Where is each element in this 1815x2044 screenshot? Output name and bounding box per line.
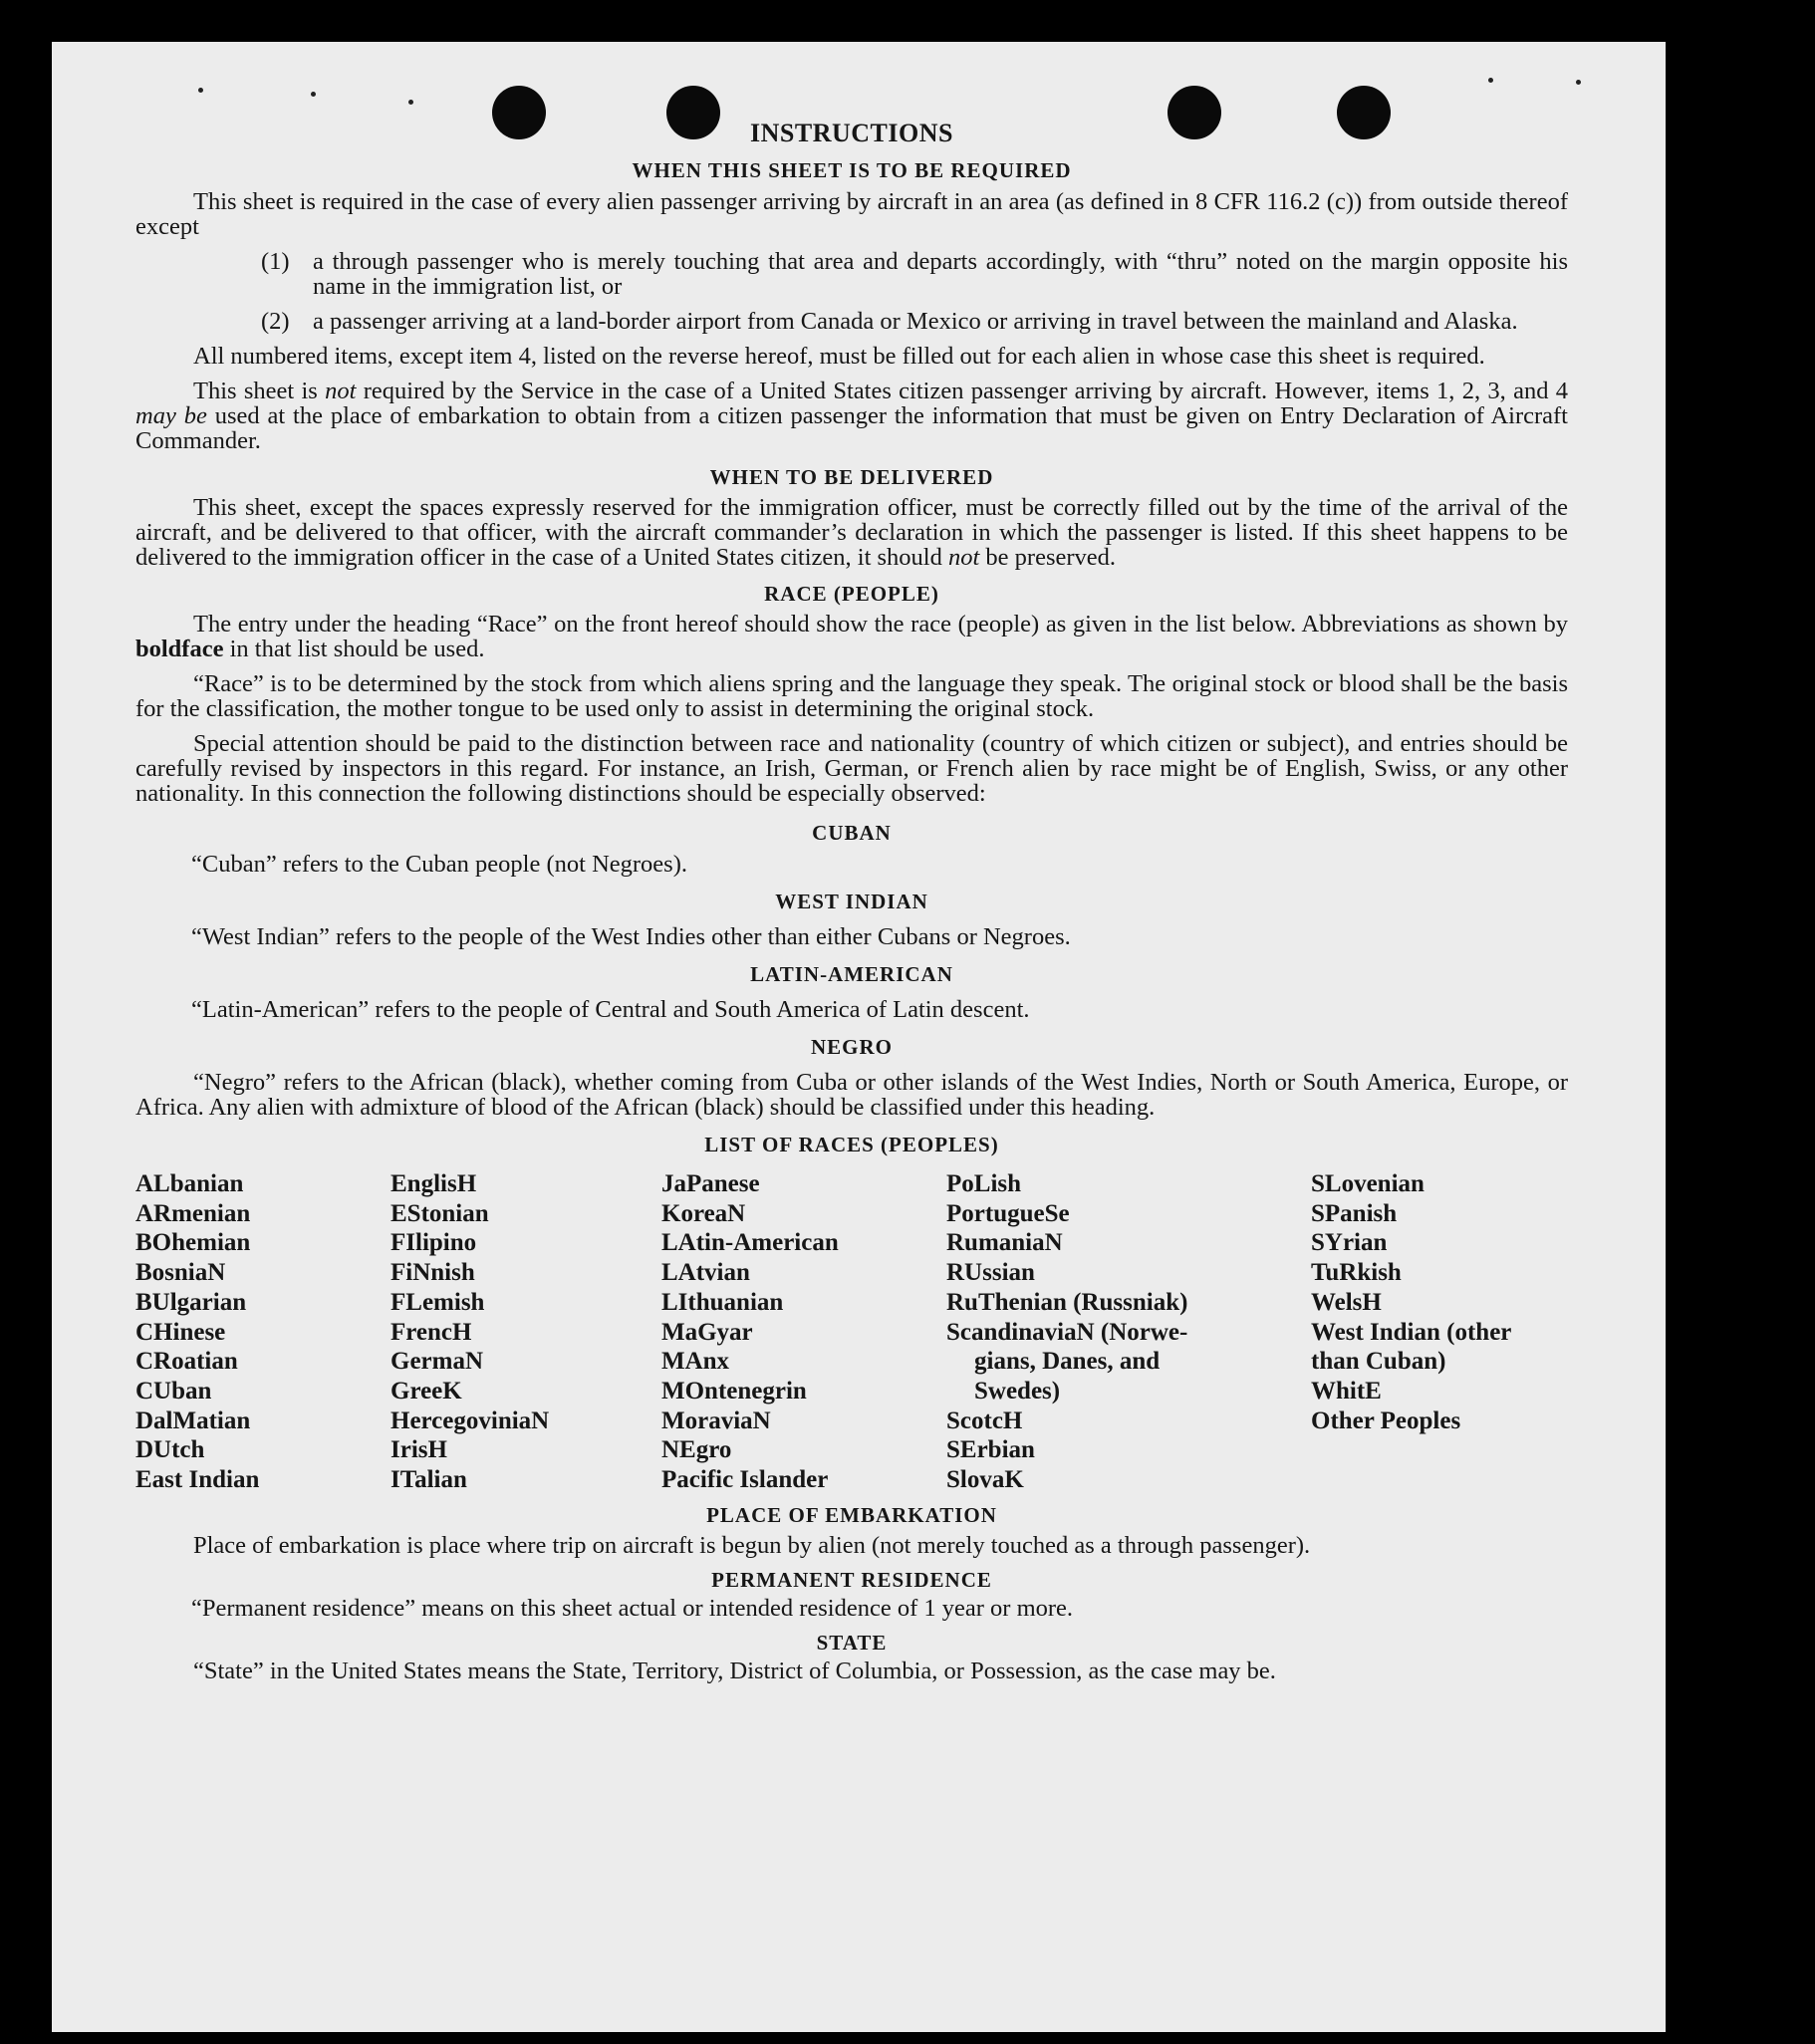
race-entry: BosniaN [135,1259,226,1287]
race-entry: KoreaN [661,1199,746,1227]
heading-cuban: CUBAN [812,821,892,845]
heading-place-of-embarkation: PLACE OF EMBARKATION [706,1502,997,1527]
item-number: (1) [261,248,290,275]
paragraph-required-intro: This sheet is required in the case of every alien passenger arriving by aircraft in an area (as defined in 8 CFR 116.2 (c)) from outside thereof except [135,188,1568,240]
race-entry: CUban [135,1377,212,1405]
text-run: The entry under the heading “Race” on the front hereof should show the race (people) as given in the list below. Abbreviations as shown by [193,611,1568,638]
race-entry: GreeK [390,1377,462,1405]
race-entry: ScotcH [946,1406,1023,1434]
race-entry: WelsH [1311,1288,1382,1316]
speck [408,100,413,105]
text-run: required by the Service in the case of a United States citizen passenger arriving by aircraft. However, items 1, 2, 3, and 4 [356,378,1568,404]
page-title: INSTRUCTIONS [750,119,953,147]
emphasis-may-be: may be [135,402,207,429]
race-entry: MoraviaN [661,1406,771,1434]
race-entry: GermaN [390,1348,484,1376]
race-entry: SErbian [946,1436,1035,1464]
definition-embarkation: Place of embarkation is place where trip on aircraft is begun by alien (not merely touched as a through passenger). [193,1531,1311,1559]
text-run: used at the place of embarkation to obtain from a citizen passenger the information that must be given on Entry Declaration of Aircraft Commander. [135,402,1568,454]
heading-list-of-races: LIST OF RACES (PEOPLES) [704,1133,999,1156]
paragraph-race-entry [135,612,1568,661]
exception-item-1 [261,249,1568,299]
race-entry: DalMatian [135,1406,251,1434]
definition-latin-american: “Latin-American” refers to the people of Central and South America of Latin descent. [191,996,1030,1023]
speck [311,92,316,97]
definition-cuban: “Cuban” refers to the Cuban people (not Negroes). [191,851,687,878]
race-entry: TuRkish [1311,1259,1402,1287]
race-entry: MOntenegrin [661,1377,807,1405]
race-entry: ALbanian [135,1170,244,1197]
paragraph-numbered-items: All numbered items, except item 4, listed on the reverse hereof, must be filled out for each alien in whose case this sheet is required. [193,343,1485,370]
race-entry: BUlgarian [135,1288,247,1316]
heading-state: STATE [816,1630,888,1655]
race-entry: EnglisH [390,1170,477,1197]
paragraph-race-stock: “Race” is to be determined by the stock from which aliens spring and the language they speak. The original stock or blood shall be the basis for the classification, the mother tongue to be used only to assist in determining the original stock. [135,670,1568,722]
speck [1488,78,1493,83]
races-column-2 [390,1169,661,1495]
race-entry: RUssian [946,1259,1035,1287]
emphasis-boldface: boldface [135,636,224,662]
paragraph-race-nationality: Special attention should be paid to the distinction between race and nationality (country of which citizen or subject), and entries should be carefully revised by inspectors in this regard. For instance, an Irish, German, or French alien by race might be of English, Swiss, or any other nationality. In this connection the following distinctions should be especially observed: [135,730,1568,807]
race-entry: LIthuanian [661,1288,784,1316]
race-entry: LAtin-American [661,1229,839,1257]
race-entry: PoLish [946,1170,1022,1197]
race-entry-continued: than Cuban) [1311,1348,1446,1376]
race-entry: PortugueSe [946,1199,1070,1227]
document-page [52,42,1666,2032]
race-entry: SlovaK [946,1466,1024,1494]
race-entry: SLovenian [1311,1170,1425,1197]
races-column-1 [135,1169,390,1495]
race-entry: WhitE [1311,1377,1382,1405]
race-entry: CRoatian [135,1348,238,1376]
race-entry-continued: Swedes) [974,1377,1061,1405]
race-entry-other-peoples: Other Peoples [1311,1406,1461,1434]
section-heading-delivered: WHEN TO BE DELIVERED [709,465,994,489]
race-entry: East Indian [135,1466,260,1494]
race-entry: FiNnish [390,1259,475,1287]
exception-item-2 [261,309,1568,334]
races-table [135,1169,1568,1495]
speck [1576,80,1581,85]
text-run: in that list should be used. [223,636,485,662]
definition-negro: “Negro” refers to the African (black), whether coming from Cuba or other islands of the West Indies, North or South America, Europe, or Africa. Any alien with admixture of blood of the African (black) should be classified under this heading. [135,1069,1568,1121]
heading-west-indian: WEST INDIAN [775,890,928,913]
race-entry: MaGyar [661,1318,753,1346]
race-entry: Pacific Islander [661,1466,829,1494]
definition-state: “State” in the United States means the State, Territory, District of Columbia, or Possession, as the case may be. [193,1657,1276,1684]
speck [198,88,203,93]
instructions-content [135,114,1568,1683]
race-entry: SPanish [1311,1199,1398,1227]
section-heading-race: RACE (PEOPLE) [764,582,939,606]
race-entry: RuThenian (Russniak) [946,1288,1188,1316]
race-entry: MAnx [661,1348,730,1376]
race-entry: NEgro [661,1436,732,1464]
heading-latin-american: LATIN-AMERICAN [750,962,953,986]
race-entry: FLemish [390,1288,485,1316]
race-entry: JaPanese [661,1170,760,1197]
race-entry: BOhemian [135,1229,251,1257]
race-entry: SYrian [1311,1229,1388,1257]
paragraph-delivered [135,495,1568,570]
heading-permanent-residence: PERMANENT RESIDENCE [711,1567,992,1592]
race-entry-continued: gians, Danes, and [974,1348,1161,1376]
race-entry: ScandinaviaN (Norwe- [946,1318,1188,1346]
text-run: be preserved. [979,544,1117,571]
text-run: This sheet is [193,378,326,404]
race-entry: HercegoviniaN [390,1406,550,1434]
races-column-4 [946,1169,1311,1495]
emphasis-not: not [325,378,357,404]
item-text: a passenger arriving at a land-border airport from Canada or Mexico or arriving in travel between the mainland and Alaska. [313,308,1518,335]
emphasis-not: not [947,544,980,571]
race-entry: West Indian (other [1311,1318,1512,1346]
races-column-3 [661,1169,946,1495]
race-entry: EStonian [390,1199,489,1227]
item-text: a through passenger who is merely touching that area and departs accordingly, with “thru” noted on the margin opposite his name in the immigration list, or [313,248,1568,300]
section-heading-required: WHEN THIS SHEET IS TO BE REQUIRED [632,158,1072,182]
race-entry: FIlipino [390,1229,477,1257]
race-entry: LAtvian [661,1259,750,1287]
races-column-5 [1311,1169,1568,1495]
race-entry: CHinese [135,1318,226,1346]
definition-west-indian: “West Indian” refers to the people of the West Indies other than either Cubans or Negroes. [191,923,1071,950]
text-run: This sheet, except the spaces expressly reserved for the immigration officer, must be correctly filled out by the time of the arrival of the aircraft, and be delivered to that officer, with the aircraft commander’s declaration in which the passenger is listed. If this sheet happens to be delivered to the immigration officer in the case of a United States citizen, it should [135,494,1568,571]
item-number: (2) [261,308,290,335]
race-entry: ARmenian [135,1199,251,1227]
paragraph-citizen-passenger [135,379,1568,453]
race-entry: DUtch [135,1436,205,1464]
race-entry: RumaniaN [946,1229,1063,1257]
race-entry: IrisH [390,1436,447,1464]
race-entry: ITalian [390,1466,467,1494]
definition-residence: “Permanent residence” means on this sheet actual or intended residence of 1 year or more. [191,1594,1074,1622]
race-entry: FrencH [390,1318,472,1346]
heading-negro: NEGRO [810,1035,893,1059]
